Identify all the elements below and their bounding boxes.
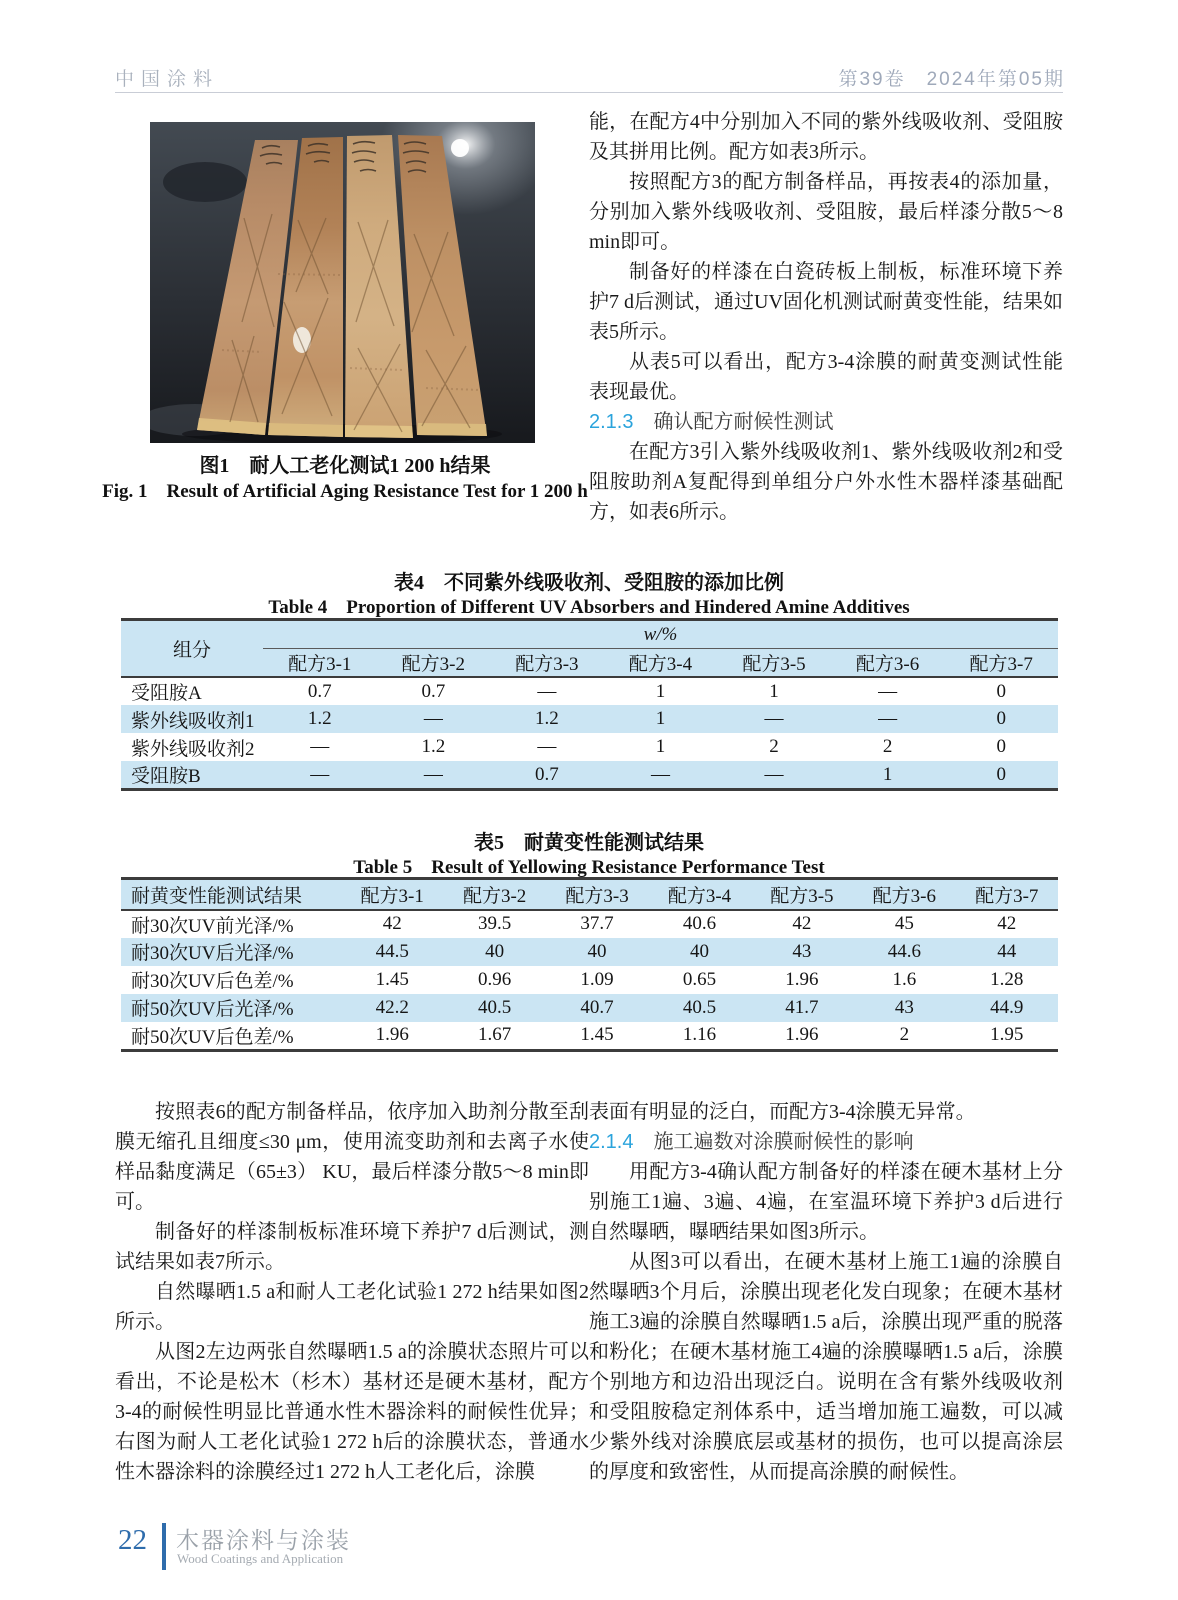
footer-section-en: Wood Coatings and Application (177, 1551, 344, 1566)
column-header: 配方3-3 (490, 649, 604, 678)
table-row (121, 761, 1058, 790)
cell-value: 40.7 (580, 996, 614, 1018)
section-heading-214 (589, 1127, 1063, 1157)
journal-name: 中国涂料 (115, 69, 220, 90)
cell-value: 1.96 (785, 968, 819, 990)
row-label: 耐50次UV后光泽/% (131, 999, 294, 1020)
cell-value: 2 (769, 736, 779, 757)
column-bottom-right (589, 1097, 1063, 1487)
cell-value: 39.5 (478, 913, 512, 934)
table-row (121, 733, 1058, 761)
column-top-right (589, 107, 1063, 527)
cell-value: 44.5 (375, 940, 409, 962)
paragraph: 从图2左边两张自然曝晒1.5 a的涂膜状态照片可以看出，不论是松木（杉木）基材还是硬木基材，配方3-4的耐候性明显比普通水性木器涂料的耐候性优异；右图为耐人工老化试验1 272 h后的涂膜状态，普通水性木器涂料的涂膜经过1 272 h人工老化后，涂膜 (115, 1341, 589, 1483)
cell-value: 44 (997, 940, 1017, 962)
cell-value: 40 (485, 940, 505, 962)
cell-value: — (878, 680, 898, 702)
cell-value: 40 (689, 940, 709, 962)
column-header: 配方3-1 (263, 649, 377, 678)
paragraph: 按照配方3的配方制备样品，再按表4的添加量，分别加入紫外线吸收剂、受阻胺，最后样漆分散5～8 min即可。 (589, 171, 1063, 253)
cell-value: — (537, 736, 557, 757)
wood-boards-photo (150, 122, 535, 443)
cell-value: 40.5 (682, 996, 717, 1018)
paragraph: 在配方3引入紫外线吸收剂1、紫外线吸收剂2和受阻胺助剂A复配得到单组分户外水性木器样漆基础配方，如表6所示。 (589, 441, 1063, 523)
table4 (121, 618, 1058, 791)
cell-value: — (764, 708, 784, 729)
row-label: 紫外线吸收剂2 (131, 738, 255, 760)
table-row (121, 705, 1058, 733)
table4-header (121, 620, 1058, 678)
table-row (121, 677, 1058, 705)
paragraph: 能，在配方4中分别加入不同的紫外线吸收剂、受阻胺及其拼用比例。配方如表3所示。 (589, 111, 1063, 163)
cell-value: 40.6 (682, 913, 717, 934)
figure1-caption-zh: 图1 耐人工老化测试1 200 h结果 (199, 455, 491, 477)
paragraph: 按照表6的配方制备样品，依序加入助剂分散至刮膜无缩孔且细度≤30 μm，使用流变助剂和去离子水使样品黏度满足（65±3） KU，最后样漆分散5～8 min即可。 (115, 1101, 589, 1213)
cell-value: 0.7 (535, 763, 559, 785)
cell-value: 1 (655, 680, 666, 702)
paragraph: 制备好的样漆制板标准环境下养护7 d后测试，测试结果如表7所示。 (115, 1221, 589, 1273)
cell-value: 1.2 (421, 736, 446, 757)
column-header: 配方3-4 (604, 649, 718, 678)
cell-value: 0 (996, 763, 1006, 785)
column-header: 配方3-6 (853, 879, 955, 910)
cell-value: 1 (655, 736, 666, 757)
cell-value: 2 (882, 736, 893, 757)
group-header: w/% (263, 620, 1058, 649)
cell-value: 0.7 (421, 680, 446, 702)
column-bottom-left (115, 1097, 589, 1487)
section-title: 确认配方耐候性测试 (653, 411, 834, 433)
cell-value: — (537, 680, 557, 702)
cell-value: 44.9 (990, 996, 1024, 1018)
row-label: 耐30次UV后光泽/% (131, 943, 294, 964)
corner-header: 组分 (121, 620, 263, 678)
cell-value: 37.7 (580, 913, 614, 934)
table5-title-zh: 表5 耐黄变性能测试结果 (474, 832, 704, 854)
row-header-label: 耐黄变性能测试结果 (121, 879, 341, 910)
cell-value: 40.5 (478, 996, 512, 1018)
cell-value: — (650, 763, 670, 785)
cell-value: 1.2 (535, 708, 559, 729)
cell-value: 43 (792, 940, 812, 962)
page-number: 22 (118, 1524, 147, 1556)
cell-value: — (310, 763, 330, 785)
issue-info: 第39卷 2024年第05期 (838, 69, 1065, 90)
column-header: 配方3-4 (648, 879, 750, 910)
column-header: 配方3-2 (443, 879, 545, 910)
cell-value: 42 (997, 913, 1017, 934)
table-row (121, 938, 1058, 966)
table5 (121, 877, 1058, 1052)
cell-value: 1.09 (580, 968, 614, 990)
cell-value: 0 (996, 736, 1006, 757)
column-header: 配方3-7 (944, 649, 1058, 678)
cell-value: 1.95 (990, 1024, 1024, 1045)
section-number: 2.1.3 (589, 411, 634, 433)
cell-value: 42 (792, 913, 812, 934)
paragraph: 制备好的样漆在白瓷砖板上制板，标准环境下养护7 d后测试，通过UV固化机测试耐黄变性能，结果如表5所示。 (589, 261, 1063, 343)
paragraph: 从表5可以看出，配方3-4涂膜的耐黄变测试性能表现最优。 (589, 351, 1063, 403)
cell-value: 45 (894, 913, 914, 934)
column-header: 配方3-6 (831, 649, 945, 678)
section-heading-213 (589, 407, 1063, 437)
table4-title-en: Table 4 Proportion of Different UV Absorbers and Hindered Amine Additives (268, 597, 910, 618)
row-label: 受阻胺A (131, 683, 202, 704)
table-row (121, 966, 1058, 994)
cell-value: — (764, 763, 784, 785)
cell-value: — (878, 708, 898, 729)
table4-title-zh: 表4 不同紫外线吸收剂、受阻胺的添加比例 (394, 572, 784, 594)
cell-value: 1 (769, 680, 779, 702)
column-header: 配方3-7 (956, 879, 1058, 910)
cell-value: 1.96 (785, 1024, 819, 1045)
cell-value: 1.16 (682, 1024, 717, 1045)
cell-value: 0 (996, 708, 1006, 729)
paragraph: 表面有明显的泛白，而配方3-4涂膜无异常。 (589, 1101, 976, 1123)
cell-value: 1.45 (375, 968, 409, 990)
row-label: 耐50次UV后色差/% (131, 1026, 294, 1048)
cell-value: 0.65 (682, 968, 717, 990)
column-header: 配方3-3 (546, 879, 648, 910)
footer-section-zh: 木器涂料与涂装 (176, 1527, 351, 1553)
table5-title-en: Table 5 Result of Yellowing Resistance Performance Test (353, 857, 825, 878)
cell-value: 1.45 (580, 1024, 614, 1045)
cell-value: 43 (894, 996, 914, 1018)
row-label: 耐30次UV前光泽/% (131, 915, 294, 937)
figure1-photo (150, 122, 535, 443)
cell-value: — (310, 736, 330, 757)
header-rule (115, 92, 1063, 93)
paragraph: 用配方3-4确认配方制备好的样漆在硬木基材上分别施工1遍、3遍、4遍，在室温环境下养护3 d后进行自然曝晒，曝晒结果如图3所示。 (589, 1161, 1063, 1243)
row-label: 受阻胺B (131, 766, 201, 787)
section-number: 2.1.4 (589, 1131, 634, 1153)
cell-value: 0 (996, 680, 1006, 702)
cell-value: 1.28 (990, 968, 1024, 990)
cell-value: 1.96 (375, 1024, 409, 1045)
cell-value: 1.67 (478, 1024, 512, 1045)
column-header: 配方3-5 (751, 879, 853, 910)
table5-body (121, 910, 1058, 1051)
cell-value: 1 (882, 763, 893, 785)
footer-bar (162, 1523, 166, 1570)
section-title: 施工遍数对涂膜耐候性的影响 (653, 1131, 914, 1153)
paragraph: 从图3可以看出，在硬木基材上施工1遍的涂膜自然曝晒3个月后，涂膜出现老化发白现象；在硬木基材施工3遍的涂膜自然曝晒1.5 a后，涂膜出现严重的脱落和粉化；在硬木基材施工4遍的涂膜曝晒1.5 a后，涂膜个别地方和边沿出现泛白。说明在含有紫外线吸收剂和受阻胺稳定剂体系中，适当增加施工遍数，可以减少紫外线对涂膜底层或基材的损伤，也可以提高涂层的厚度和致密性，从而提高涂膜的耐候性。 (589, 1251, 1063, 1483)
cell-value: 44.6 (887, 940, 921, 962)
table-row (121, 1022, 1058, 1051)
row-label: 耐30次UV后色差/% (131, 971, 294, 992)
figure1-caption-en: Fig. 1 Result of Artificial Aging Resistance Test for 1 200 h (102, 481, 588, 502)
cell-value: 40 (587, 940, 607, 962)
table4-body (121, 677, 1058, 790)
cell-value: 1 (655, 708, 666, 729)
cell-value: 42 (382, 913, 402, 934)
column-header: 配方3-2 (377, 649, 491, 678)
row-label: 紫外线吸收剂1 (131, 710, 255, 732)
table-row (121, 994, 1058, 1022)
cell-value: — (423, 708, 443, 729)
cell-value: 0.96 (478, 968, 512, 990)
cell-value: 1.6 (892, 968, 917, 990)
column-header: 配方3-1 (341, 879, 443, 910)
table5-header (121, 879, 1058, 910)
cell-value: 0.7 (307, 680, 332, 702)
cell-value: — (423, 763, 443, 785)
paragraph: 自然曝晒1.5 a和耐人工老化试验1 272 h结果如图2所示。 (115, 1281, 589, 1333)
table-row (121, 910, 1058, 938)
cell-value: 1.2 (307, 708, 332, 729)
cell-value: 42.2 (375, 996, 409, 1018)
column-header: 配方3-5 (717, 649, 831, 678)
cell-value: 2 (899, 1024, 910, 1045)
cell-value: 41.7 (785, 996, 819, 1018)
